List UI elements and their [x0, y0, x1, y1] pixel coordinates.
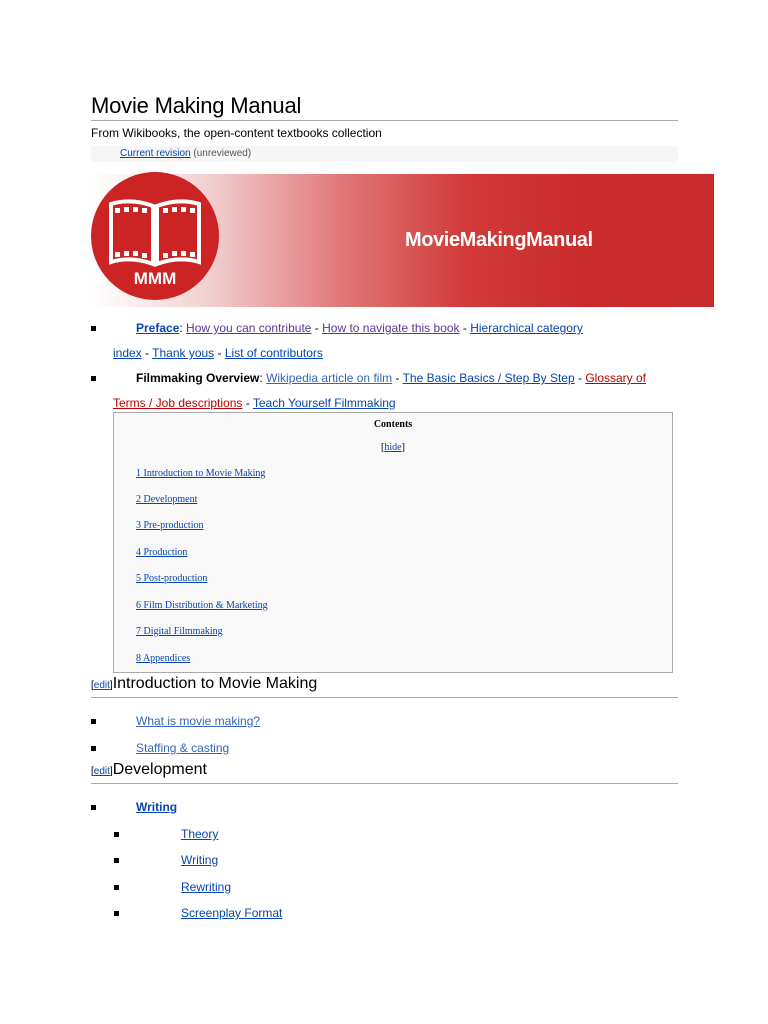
revision-status: (unreviewed) [193, 148, 252, 159]
wikipedia-film-link[interactable]: Wikipedia article on film [266, 371, 393, 385]
page-tagline: From Wikibooks, the open-content textbooks collection [91, 126, 382, 140]
overview-line-2 [113, 396, 396, 410]
edit-intro-link[interactable]: edit [93, 680, 110, 691]
toc-hide-toggle [114, 442, 672, 453]
how-to-navigate-link[interactable]: How to navigate this book [322, 321, 460, 335]
teach-yourself-link[interactable]: Teach Yourself Filmmaking [252, 396, 396, 410]
glossary-link-cont[interactable]: Terms / Job descriptions [113, 396, 243, 410]
edit-section: [edit] [91, 766, 113, 777]
separator: - [141, 346, 153, 360]
table-of-contents [113, 412, 673, 673]
toc-item[interactable]: 4 Production [136, 547, 188, 558]
toc-item[interactable]: 8 Appendices [136, 653, 191, 664]
current-revision-link[interactable]: Current revision [120, 148, 191, 159]
list-item[interactable]: Staffing & casting [136, 741, 230, 755]
category-index-link[interactable]: Hierarchical category [470, 321, 583, 335]
list-item[interactable]: Writing [181, 853, 219, 867]
writing-link[interactable]: Writing [136, 800, 178, 814]
section-heading-intro [91, 675, 317, 693]
list-item[interactable]: Theory [181, 827, 219, 841]
section-heading-development [91, 761, 207, 779]
bullet-icon [114, 885, 119, 890]
bullet-icon [114, 911, 119, 916]
section-title: Introduction to Movie Making [112, 675, 318, 692]
section-divider [91, 783, 678, 784]
separator: - [574, 371, 586, 385]
revision-bar [91, 146, 678, 162]
toc-item[interactable]: 7 Digital Filmmaking [136, 626, 223, 637]
bullet-icon [91, 376, 96, 381]
manual-banner [91, 174, 714, 307]
banner-title: MovieMakingManual [405, 229, 593, 251]
bullet-icon [91, 746, 96, 751]
glossary-link[interactable]: Glossary of [585, 371, 646, 385]
edit-section: [edit] [91, 680, 113, 691]
overview-label: Filmmaking Overview [136, 371, 260, 385]
toc-hide-link[interactable]: hide [384, 442, 402, 453]
toc-item[interactable]: 3 Pre-production [136, 520, 204, 531]
separator: - [392, 371, 403, 385]
mmm-logo-badge [91, 172, 219, 300]
bullet-icon [114, 858, 119, 863]
preface-link[interactable]: Preface [136, 321, 180, 335]
overview-line [136, 371, 646, 385]
separator: - [214, 346, 225, 360]
basic-basics-link[interactable]: The Basic Basics / Step By Step [402, 371, 575, 385]
how-to-contribute-link[interactable]: How you can contribute [186, 321, 312, 335]
toc-item[interactable]: 6 Film Distribution & Marketing [136, 600, 268, 611]
bullet-icon [91, 805, 96, 810]
bullet-icon [114, 832, 119, 837]
bracket: [ [381, 442, 385, 453]
bullet-icon [91, 719, 96, 724]
toc-item[interactable]: 2 Development [136, 494, 198, 505]
toc-title: Contents [373, 419, 413, 430]
logo-text: MMM [133, 269, 177, 288]
preface-line [136, 321, 583, 335]
title-divider [91, 120, 678, 121]
list-item[interactable]: Rewriting [181, 880, 232, 894]
separator: : [179, 321, 187, 335]
toc-item[interactable]: 5 Post-production [136, 573, 208, 584]
list-item[interactable]: What is movie making? [136, 714, 261, 728]
preface-line-2 [113, 346, 323, 360]
section-divider [91, 697, 678, 698]
section-title: Development [112, 761, 207, 778]
page-title: Movie Making Manual [91, 93, 302, 118]
separator: - [311, 321, 323, 335]
bullet-icon [91, 326, 96, 331]
toc-item[interactable]: 1 Introduction to Movie Making [136, 468, 266, 479]
film-book-icon [91, 172, 219, 300]
bracket: ] [401, 442, 405, 453]
separator: - [459, 321, 471, 335]
edit-development-link[interactable]: edit [93, 766, 110, 777]
category-index-link-cont[interactable]: index [113, 346, 142, 360]
separator: : [259, 371, 267, 385]
contributors-link[interactable]: List of contributors [224, 346, 323, 360]
thank-yous-link[interactable]: Thank yous [152, 346, 215, 360]
separator: - [242, 396, 253, 410]
list-item[interactable]: Screenplay Format [181, 906, 283, 920]
